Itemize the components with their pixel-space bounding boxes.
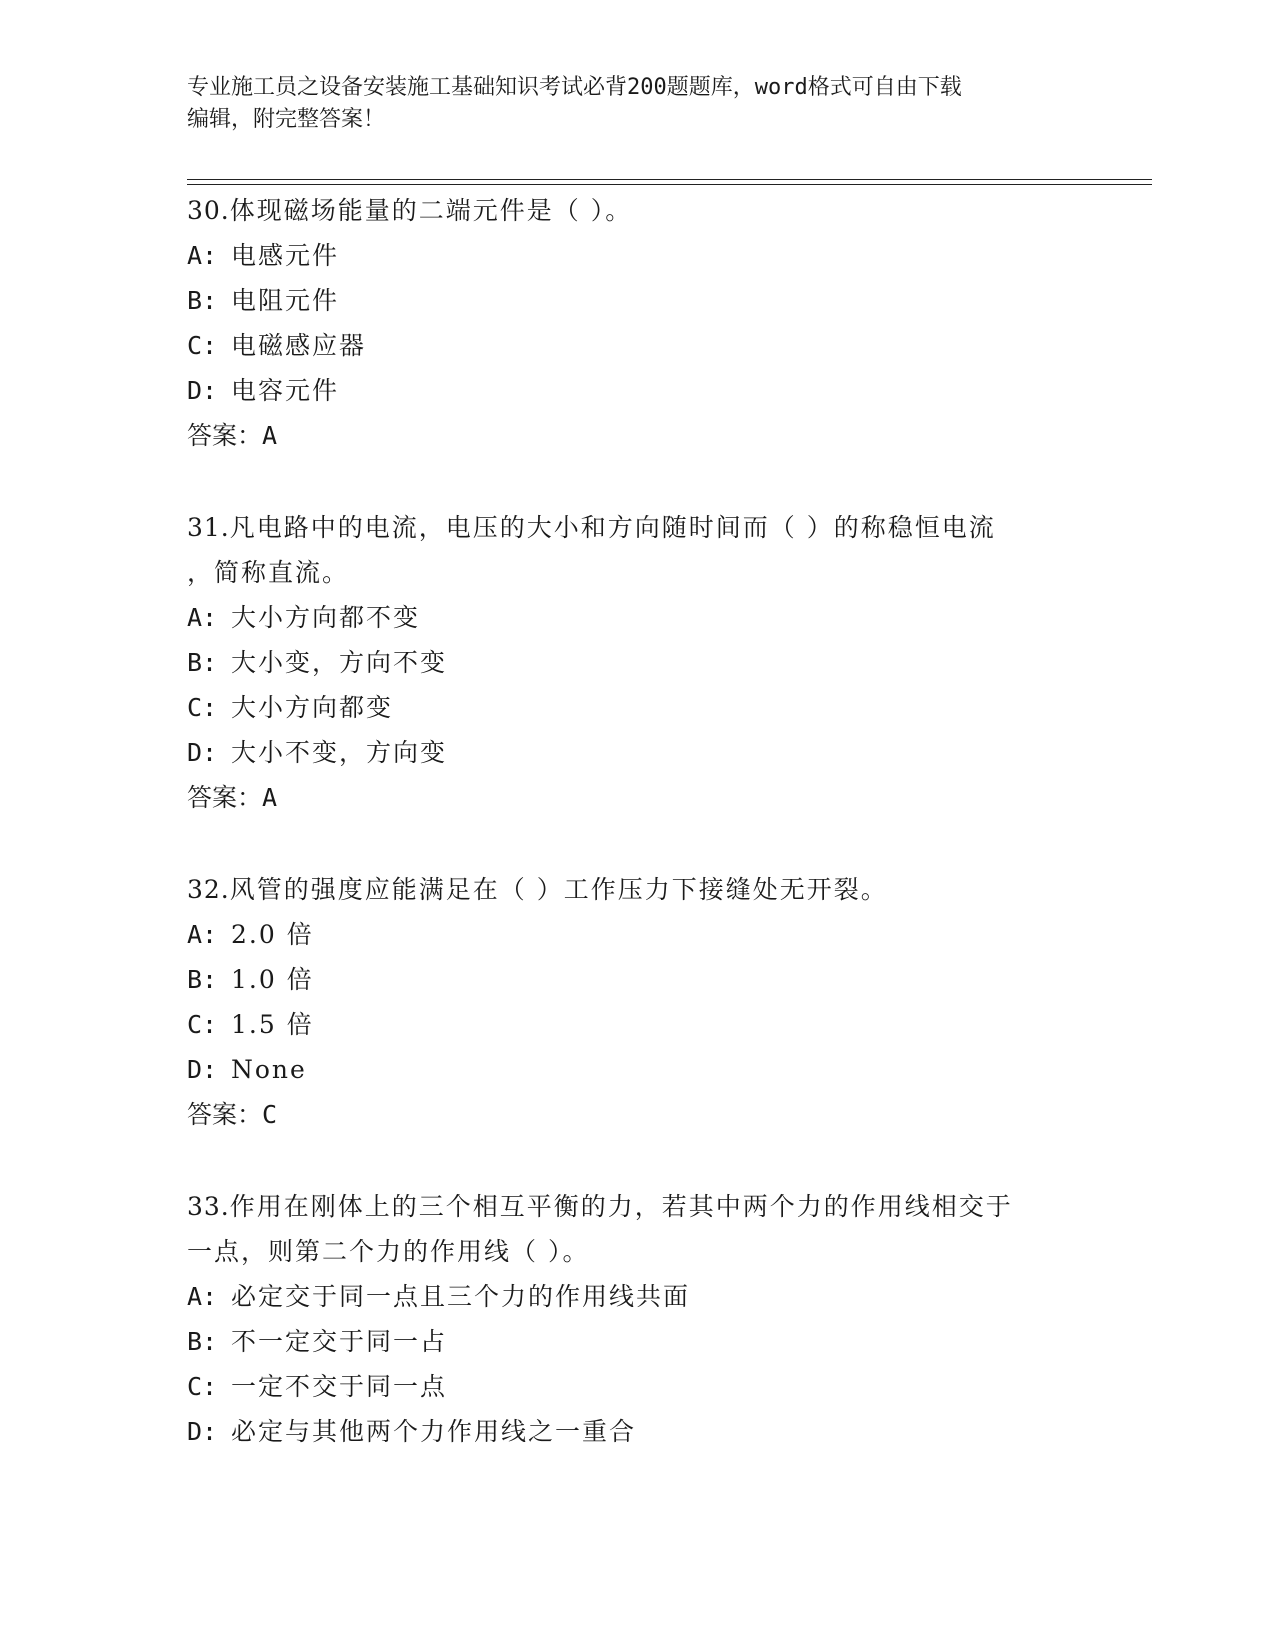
option-label: B: xyxy=(187,1327,218,1356)
option-label: C: xyxy=(187,693,218,722)
answer-value: C xyxy=(262,1100,278,1129)
answer-line xyxy=(187,413,1087,458)
question-stem-line xyxy=(187,1184,1087,1229)
option-text: 1.5 倍 xyxy=(231,1010,314,1039)
option-text: 必定交于同一点且三个力的作用线共面 xyxy=(231,1282,691,1311)
answer-prefix: 答案： xyxy=(187,783,263,812)
option-label: A: xyxy=(187,1282,218,1311)
question-list xyxy=(187,188,1087,1501)
option-text: None xyxy=(231,1055,307,1084)
option-text: 电阻元件 xyxy=(231,286,340,315)
question-block xyxy=(187,188,1087,458)
question-stem-line xyxy=(187,1229,1087,1274)
option-label: D: xyxy=(187,738,218,767)
option-label: D: xyxy=(187,1417,218,1446)
option-text: 电容元件 xyxy=(231,376,340,405)
document-header xyxy=(187,72,1067,136)
answer-option xyxy=(187,730,1087,775)
option-text: 电磁感应器 xyxy=(231,331,367,360)
question-number: 32. xyxy=(187,875,230,904)
question-number: 30. xyxy=(187,196,230,225)
option-label: A: xyxy=(187,920,218,949)
option-label: C: xyxy=(187,1010,218,1039)
option-text: 不一定交于同一占 xyxy=(231,1327,448,1356)
question-stem-line xyxy=(187,867,1087,912)
answer-value: A xyxy=(262,783,278,812)
question-stem-text: ，简称直流。 xyxy=(187,558,350,587)
option-label: B: xyxy=(187,648,218,677)
option-text: 1.0 倍 xyxy=(231,965,314,994)
option-text: 大小不变，方向变 xyxy=(231,738,448,767)
answer-option xyxy=(187,1274,1087,1319)
answer-option xyxy=(187,957,1087,1002)
header-divider-bottom xyxy=(187,184,1152,185)
answer-option xyxy=(187,1002,1087,1047)
answer-option xyxy=(187,1409,1087,1454)
question-number: 31. xyxy=(187,513,230,542)
answer-line xyxy=(187,1092,1087,1137)
question-number: 33. xyxy=(187,1192,230,1221)
answer-option xyxy=(187,278,1087,323)
question-stem-text: 凡电路中的电流，电压的大小和方向随时间而（ ）的称稳恒电流 xyxy=(229,513,996,542)
option-text: 必定与其他两个力作用线之一重合 xyxy=(231,1417,637,1446)
answer-option xyxy=(187,1319,1087,1364)
question-block xyxy=(187,505,1087,820)
option-label: C: xyxy=(187,331,218,360)
option-label: A: xyxy=(187,241,218,270)
answer-prefix: 答案： xyxy=(187,421,263,450)
answer-option xyxy=(187,912,1087,957)
answer-value: A xyxy=(262,421,278,450)
option-text: 2.0 倍 xyxy=(231,920,314,949)
option-label: A: xyxy=(187,603,218,632)
question-block xyxy=(187,1184,1087,1454)
option-label: C: xyxy=(187,1372,218,1401)
question-block xyxy=(187,867,1087,1137)
answer-option xyxy=(187,640,1087,685)
option-label: B: xyxy=(187,965,218,994)
question-stem-line xyxy=(187,188,1087,233)
option-label: B: xyxy=(187,286,218,315)
option-text: 大小方向都不变 xyxy=(231,603,421,632)
header-line-1: 专业施工员之设备安装施工基础知识考试必背200题题库，word格式可自由下载 xyxy=(187,75,962,100)
answer-option xyxy=(187,685,1087,730)
option-label: D: xyxy=(187,376,218,405)
question-stem-text: 风管的强度应能满足在（ ）工作压力下接缝处无开裂。 xyxy=(229,875,888,904)
question-stem-text: 体现磁场能量的二端元件是（ ）。 xyxy=(229,196,633,225)
answer-option xyxy=(187,595,1087,640)
answer-option xyxy=(187,233,1087,278)
answer-prefix: 答案： xyxy=(187,1100,263,1129)
header-line-2: 编辑，附完整答案！ xyxy=(187,107,386,132)
question-stem-line xyxy=(187,550,1087,595)
answer-line xyxy=(187,775,1087,820)
question-stem-text: 一点，则第二个力的作用线（ ）。 xyxy=(187,1237,590,1266)
question-stem-text: 作用在刚体上的三个相互平衡的力，若其中两个力的作用线相交于 xyxy=(229,1192,1013,1221)
option-label: D: xyxy=(187,1055,218,1084)
option-text: 一定不交于同一点 xyxy=(231,1372,448,1401)
header-divider-top xyxy=(187,179,1152,180)
answer-option xyxy=(187,368,1087,413)
option-text: 大小方向都变 xyxy=(231,693,394,722)
answer-option xyxy=(187,323,1087,368)
option-text: 大小变，方向不变 xyxy=(231,648,448,677)
question-stem-line xyxy=(187,505,1087,550)
answer-option xyxy=(187,1364,1087,1409)
option-text: 电感元件 xyxy=(231,241,340,270)
answer-option xyxy=(187,1047,1087,1092)
